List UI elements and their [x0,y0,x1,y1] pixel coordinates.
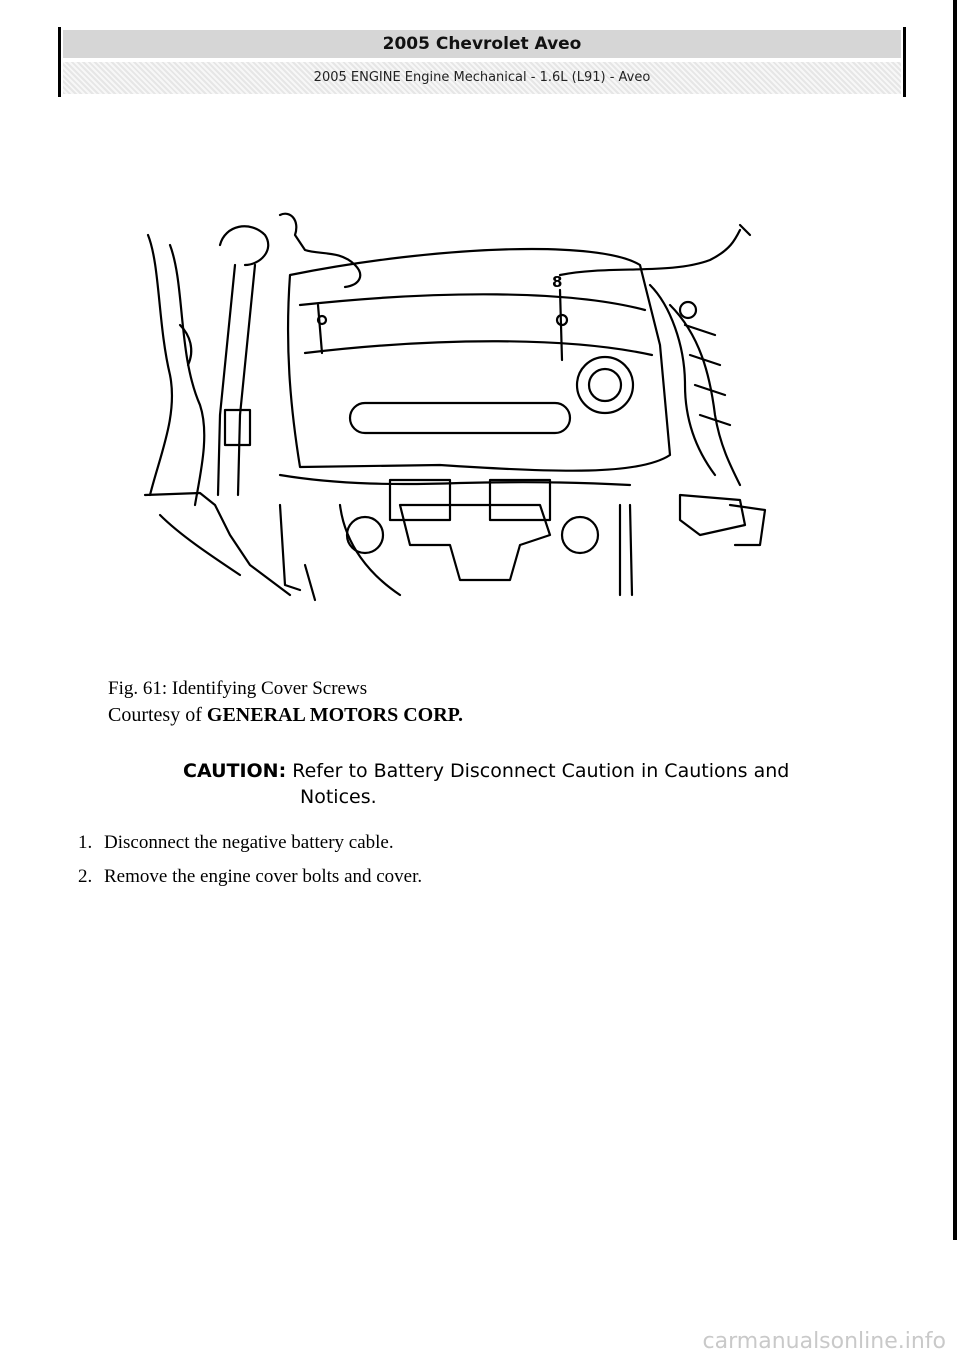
step-item [78,866,422,888]
page-right-rule [953,0,957,1240]
step-text: Disconnect the negative battery cable. [104,832,394,853]
figure-courtesy [108,704,463,727]
watermark: carmanualsonline.info [702,1329,946,1354]
courtesy-name: GENERAL MOTORS CORP. [206,704,464,726]
engine-cover-illustration [140,205,770,605]
caution-text-line2: Notices. [300,786,377,808]
caution-note [183,758,883,810]
caution-text-line1: Refer to Battery Disconnect Caution in Cautions and [292,760,790,782]
document-header [58,27,906,97]
figure-caption: Fig. 61: Identifying Cover Screws [108,678,368,699]
callout-label: 8 [552,273,563,291]
header-title: 2005 Chevrolet Aveo [63,30,901,58]
header-right-bar [903,27,906,97]
step-item [78,832,422,854]
header-left-bar [58,27,61,97]
procedure-steps [78,832,422,900]
caution-label: CAUTION: [183,760,287,782]
step-text: Remove the engine cover bolts and cover. [104,866,423,887]
step-number: 2. [78,866,93,887]
courtesy-prefix: Courtesy of [108,704,202,726]
header-subtitle: 2005 ENGINE Engine Mechanical - 1.6L (L91) - Aveo [63,62,901,94]
step-number: 1. [78,832,93,853]
